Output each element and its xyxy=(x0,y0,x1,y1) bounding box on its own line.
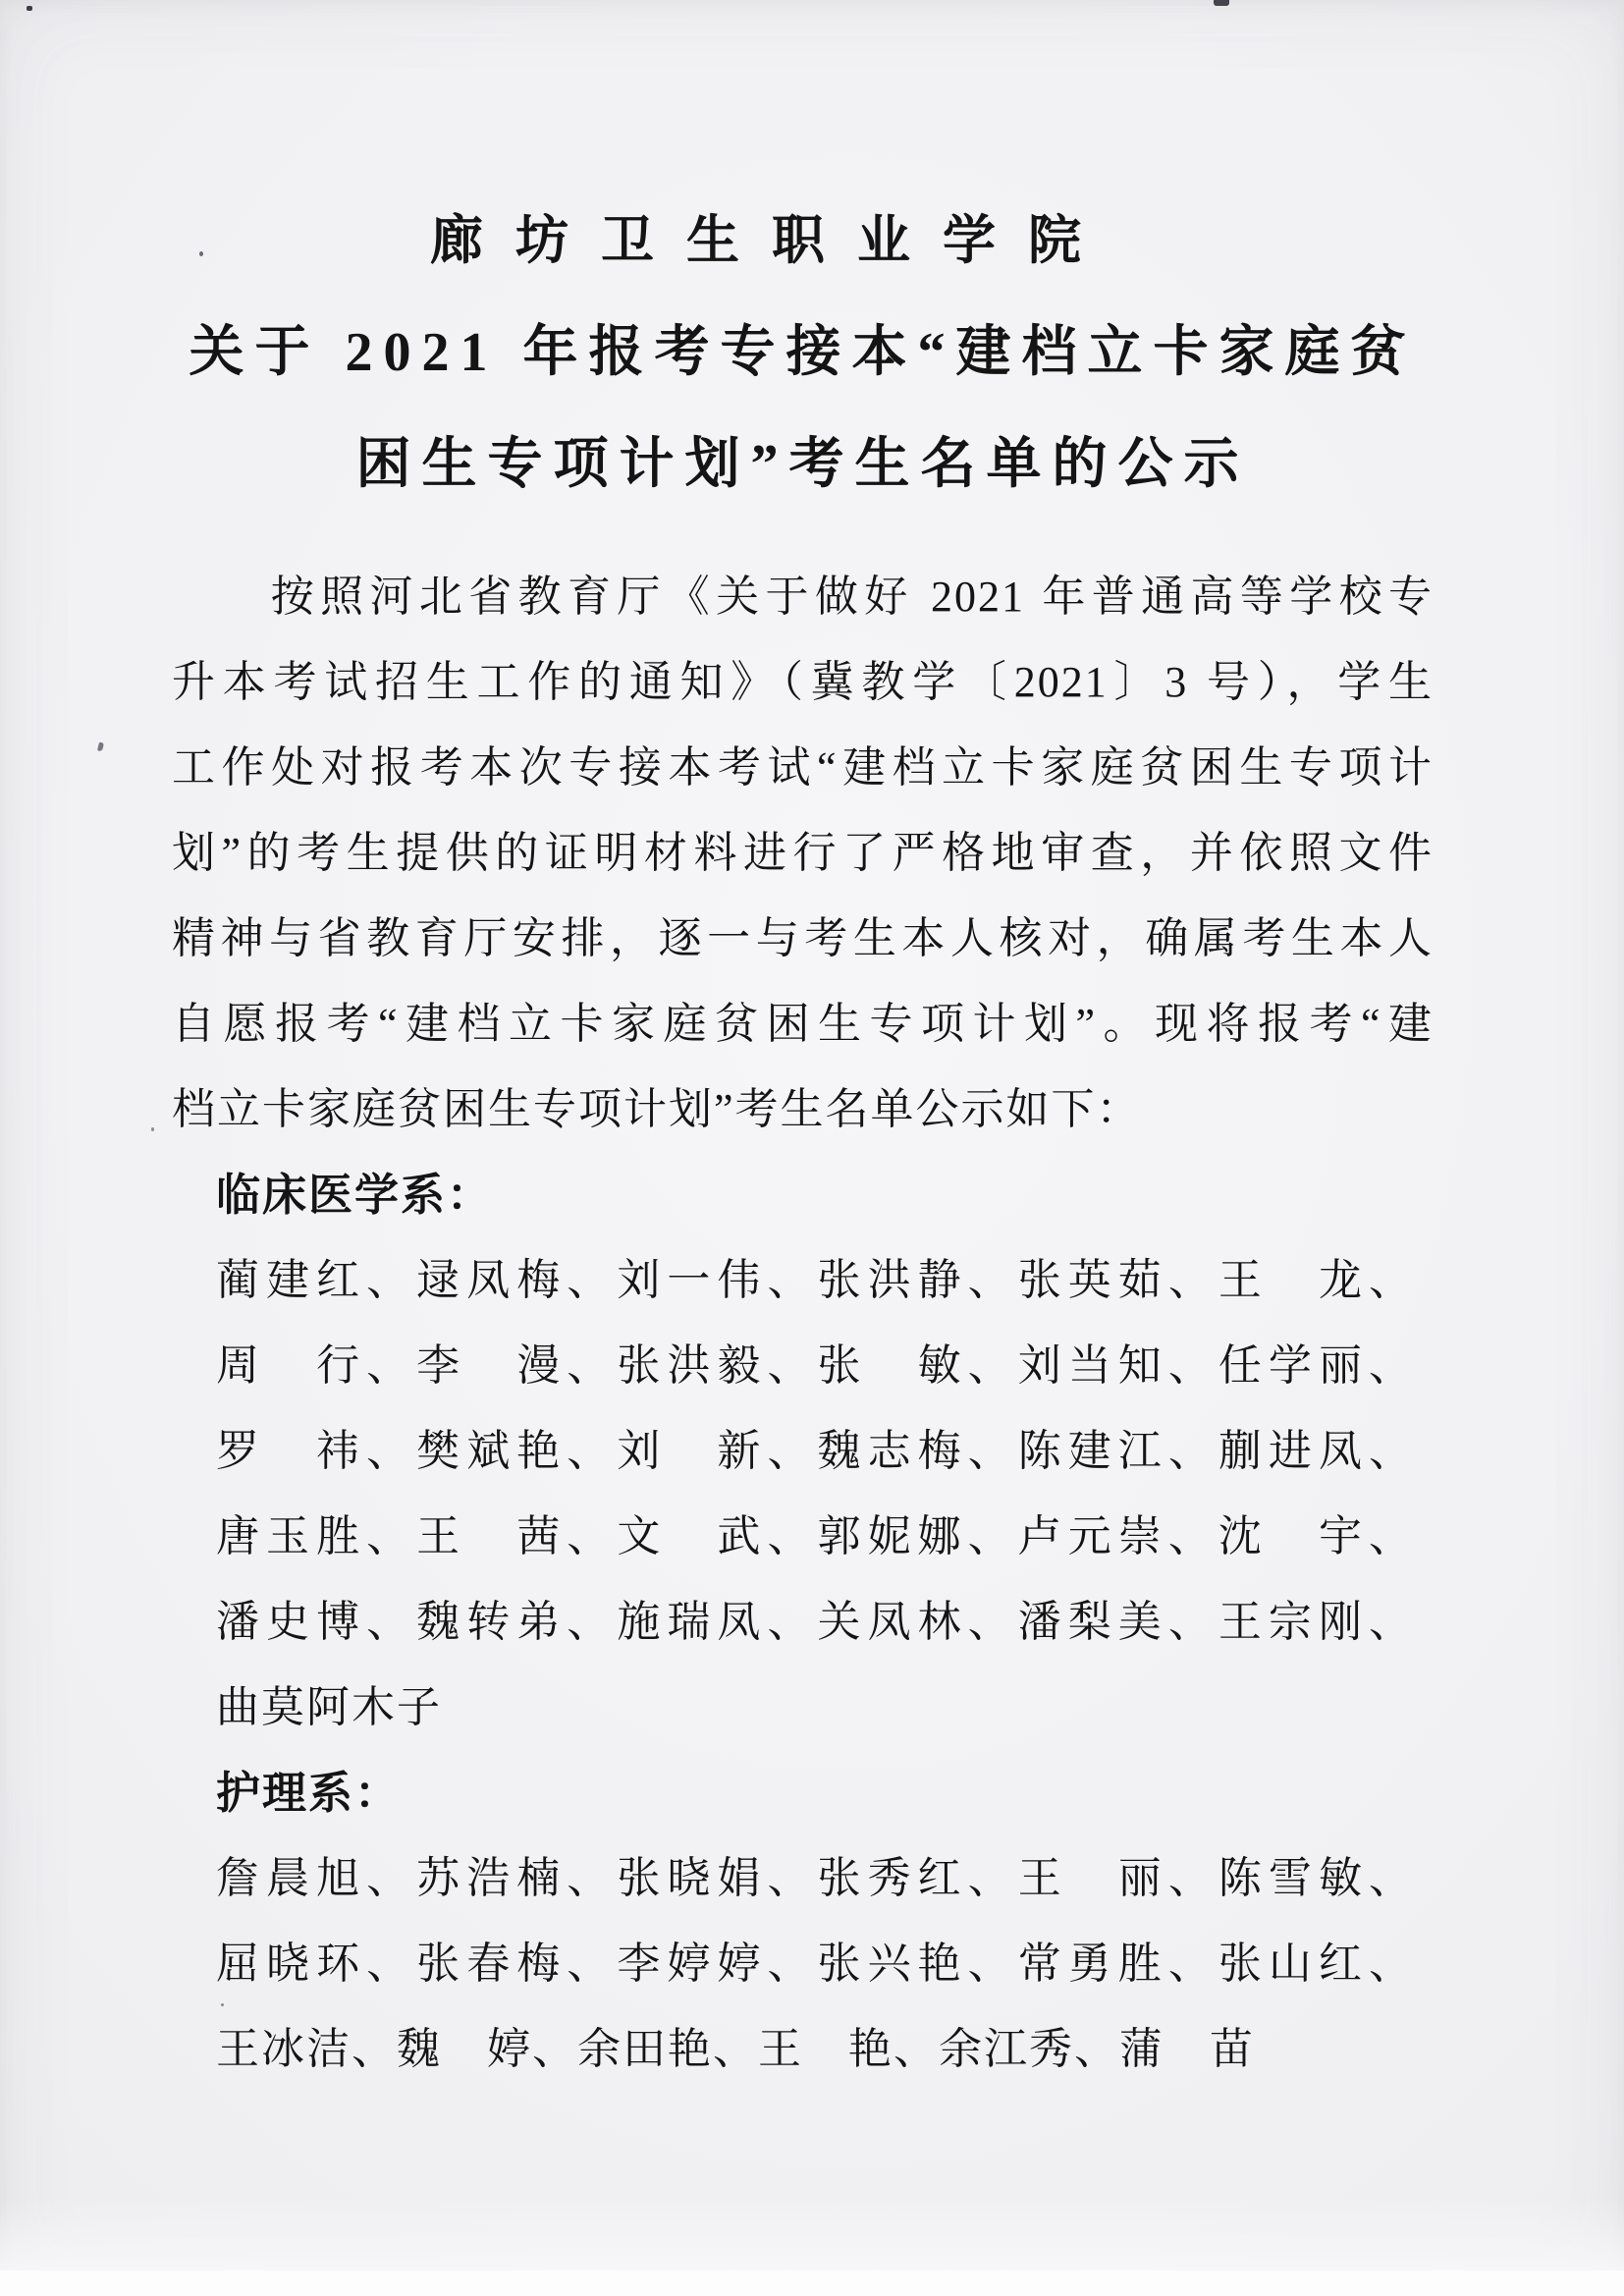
body-line: 精神与省教育厅安排，逐一与考生本人核对，确属考生本人 xyxy=(172,914,1434,962)
name-line: 蔺建红、逯凤梅、刘一伟、张洪静、张英茹、王 龙、 xyxy=(216,1256,1414,1304)
name-line: 唐玉胜、王 茜、文 武、郭妮娜、卢元崇、沈 宇、 xyxy=(216,1512,1414,1560)
name-line: 詹晨旭、苏浩楠、张晓娟、张秀红、王 丽、陈雪敏、 xyxy=(216,1854,1414,1902)
name-line: 罗 祎、樊斌艳、刘 新、魏志梅、陈建江、蒯进凤、 xyxy=(216,1427,1414,1475)
body-line: 自愿报考“建档立卡家庭贫困生专项计划”。现将报考“建 xyxy=(172,1000,1434,1048)
body-line: 升本考试招生工作的通知》（冀教学〔2021〕3 号），学生 xyxy=(172,658,1434,706)
paper-speck xyxy=(199,251,203,256)
section-heading-nursing: 护理系： xyxy=(216,1768,402,1818)
paper-speck xyxy=(151,1127,154,1131)
paper-speck xyxy=(221,2003,224,2006)
body-line: 划”的考生提供的证明材料进行了严格地审查，并依照文件 xyxy=(172,829,1434,877)
name-line: 屈晓环、张春梅、李婷婷、张兴艳、常勇胜、张山红、 xyxy=(216,1940,1414,1988)
document-body xyxy=(172,554,1434,2092)
name-line: 王冰洁、魏 婷、余田艳、王 艳、余江秀、蒲 苗 xyxy=(216,2025,1255,2073)
paper-speck xyxy=(97,742,104,752)
scan-bottom-shadow xyxy=(0,2198,1624,2270)
name-line: 曲莫阿木子 xyxy=(216,1683,442,1731)
section-heading-clinical-medicine: 临床医学系： xyxy=(216,1170,494,1220)
title-block xyxy=(172,185,1434,520)
name-line: 潘史博、魏转弟、施瑞凤、关凤林、潘梨美、王宗刚、 xyxy=(216,1598,1414,1646)
scan-artifact-mark xyxy=(27,6,32,11)
body-line: 档立卡家庭贫困生专项计划”考生名单公示如下： xyxy=(172,1085,1142,1133)
document-subtitle-line-2: 困生专项计划”考生名单的公示 xyxy=(355,434,1250,495)
scan-bottom-edge xyxy=(0,2270,1624,2296)
document-title: 廊坊卫生职业学院 xyxy=(430,211,1113,270)
document-subtitle-line-1: 关于 2021 年报考专接本“建档立卡家庭贫 xyxy=(189,322,1417,383)
name-line: 周 行、李 漫、张洪毅、张 敏、刘当知、任学丽、 xyxy=(216,1341,1414,1390)
body-line: 工作处对报考本次专接本考试“建档立卡家庭贫困生专项计 xyxy=(172,743,1434,792)
scan-artifact-mark xyxy=(1214,0,1229,6)
body-line: 按照河北省教育厅《关于做好 2021 年普通高等学校专 xyxy=(172,573,1434,621)
